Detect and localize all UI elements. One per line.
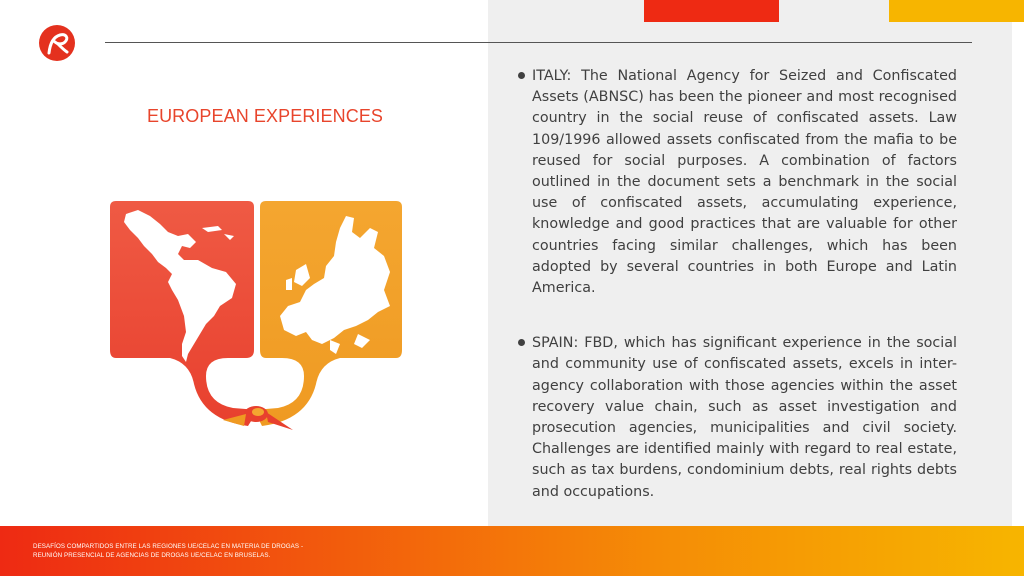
footer-bar bbox=[0, 526, 1024, 576]
bullet-italy-text: ITALY: The National Agency for Seized and Confiscated Assets (ABNSC) has been the pioneer and most recognised country in the social reuse of confiscated assets. Law 109/1996 allowed assets confiscated from the mafia to be reused for social purposes. A combination of factors outlined in the document sets a benchmark in the social use of confiscated assets, accumulating experience, knowledge and good practices that are valuable for other countries facing similar challenges, which has been adopted by several countries in both Europe and Latin America. bbox=[532, 68, 957, 297]
top-accent-yellow bbox=[889, 0, 1024, 22]
bullet-dot-icon bbox=[518, 72, 525, 79]
brand-logo-icon bbox=[38, 24, 76, 62]
top-accent-red bbox=[644, 0, 779, 22]
header-divider bbox=[105, 42, 972, 43]
footer-line-1: DESAFÍOS COMPARTIDOS ENTRE LAS REGIONES UE/CELAC EN MATERIA DE DROGAS - bbox=[33, 543, 304, 550]
bullet-list bbox=[517, 66, 957, 503]
bullet-spain bbox=[517, 333, 957, 503]
bullet-italy bbox=[517, 66, 957, 299]
slide-title: EUROPEAN EXPERIENCES bbox=[146, 106, 384, 126]
footer-line-2: REUNIÓN PRESENCIAL DE AGENCIAS DE DROGAS UE/CELAC EN BRUSELAS. bbox=[33, 552, 271, 559]
bullet-dot-icon bbox=[518, 339, 525, 346]
bullet-spain-text: SPAIN: FBD, which has significant experience in the social and community use of confiscated assets, excels in inter-agency collaboration with those agencies within the asset recovery value chain, such as asset investigation and prosecution agencies, municipalities and civil society. Challenges are identified mainly with regard to real estate, such as tax burdens, condominium debts, real rights debts and occupations. bbox=[532, 335, 957, 500]
latam-europe-illustration bbox=[108, 198, 404, 438]
